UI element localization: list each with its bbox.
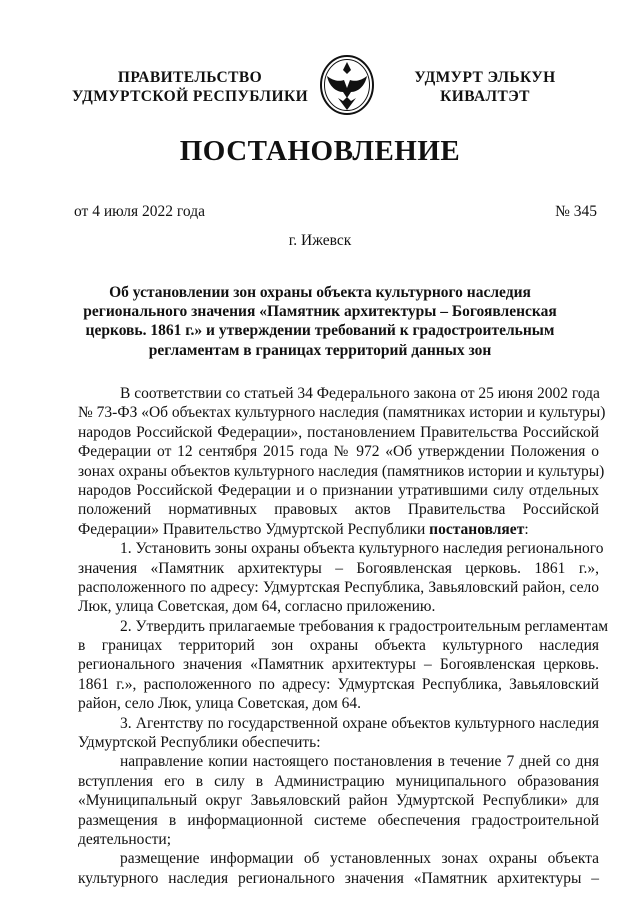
body-line: 3. Агентству по государственной охране объектов культурного наследия	[120, 714, 599, 732]
body-text: Федерации» Правительство Удмуртской Республики	[78, 520, 430, 538]
body-line: размещения в информационной системе обеспечения градостроительной	[78, 811, 599, 829]
subject-line: регионального значения «Памятник архитектуры – Богоявленская	[83, 303, 557, 321]
body-line: народов Российской Федерации», постановлением Правительства Российской	[78, 423, 599, 441]
body-line: деятельности;	[78, 830, 172, 848]
body-text: :	[524, 520, 529, 538]
body-line: Федерации от 12 сентября 2015 года № 972 «Об утверждении Положения о	[78, 443, 599, 461]
coat-of-arms-emblem	[318, 54, 376, 116]
document-number: № 345	[555, 203, 597, 220]
body-line: зонах охраны объектов культурного наследия (памятников истории и культуры)	[78, 462, 605, 480]
issuer-line: УДМУРТСКОЙ РЕСПУБЛИКИ	[71, 88, 309, 105]
body-line: положений нормативных правовых актов Правительства Российской	[78, 501, 599, 519]
subject-line: Об установлении зон охраны объекта культурного наследия	[109, 284, 531, 301]
body-line: регионального значения «Памятник архитектуры – Богоявленская церковь.	[78, 656, 599, 674]
document-body	[78, 384, 609, 888]
issuer-name-udmurt	[385, 68, 585, 106]
body-line: в границах территорий зон охраны объекта культурного наследия	[78, 637, 599, 655]
body-line: № 73-ФЗ «Об объектах культурного наследия (памятниках истории и культуры)	[78, 404, 606, 422]
body-line	[78, 520, 599, 539]
subject-line: регламентам в границах территорий данных зон	[148, 341, 492, 359]
body-line: вступления его в силу в Администрацию муниципального образования	[78, 772, 599, 790]
document-date: от 4 июля 2022 года	[74, 203, 205, 220]
body-line: Люк, улица Советская, дом 64, согласно приложению.	[78, 598, 436, 616]
document-title: ПОСТАНОВЛЕНИЕ	[179, 135, 461, 167]
issuer-line: УДМУРТ ЭЛЬКУН	[414, 69, 556, 86]
subject-line: церковь. 1861 г.» и утверждении требований к градостроительным	[85, 322, 555, 340]
body-line: значения «Памятник архитектуры – Богоявленская церковь. 1861 г.»,	[78, 559, 599, 577]
body-line: культурного наследия регионального значения «Памятник архитектуры –	[78, 869, 599, 887]
document-subject	[0, 283, 640, 360]
body-line: 1861 г.», расположенного по адресу: Удмуртская Республика, Завьяловский	[78, 675, 599, 693]
issuer-line: ПРАВИТЕЛЬСТВО	[117, 69, 263, 86]
issuer-name-russian	[70, 68, 310, 106]
document-city: г. Ижевск	[288, 232, 352, 249]
body-line: народов Российской Федерации и о признании утратившими силу отдельных	[78, 481, 599, 499]
issuer-line: КИВАЛТЭТ	[440, 88, 530, 105]
body-line: 1. Установить зоны охраны объекта культурного наследия регионального	[120, 540, 604, 558]
body-line: «Муниципальный округ Завьяловский район Удмуртской Республики» для	[78, 792, 599, 810]
body-line: 2. Утвердить прилагаемые требования к градостроительным регламентам	[120, 617, 609, 635]
body-line: район, село Люк, улица Советская, дом 64.	[78, 695, 362, 713]
body-line: Удмуртской Республики обеспечить:	[78, 734, 321, 752]
resolution-keyword: постановляет	[429, 520, 525, 538]
body-line: размещение информации об установленных зонах охраны объекта	[120, 850, 599, 868]
body-line: расположенного по адресу: Удмуртская Республика, Завьяловский район, село	[78, 578, 599, 596]
body-line: В соответствии со статьей 34 Федерального закона от 25 июня 2002 года	[120, 385, 600, 402]
body-line: направление копии настоящего постановления в течение 7 дней со дня	[120, 753, 599, 771]
